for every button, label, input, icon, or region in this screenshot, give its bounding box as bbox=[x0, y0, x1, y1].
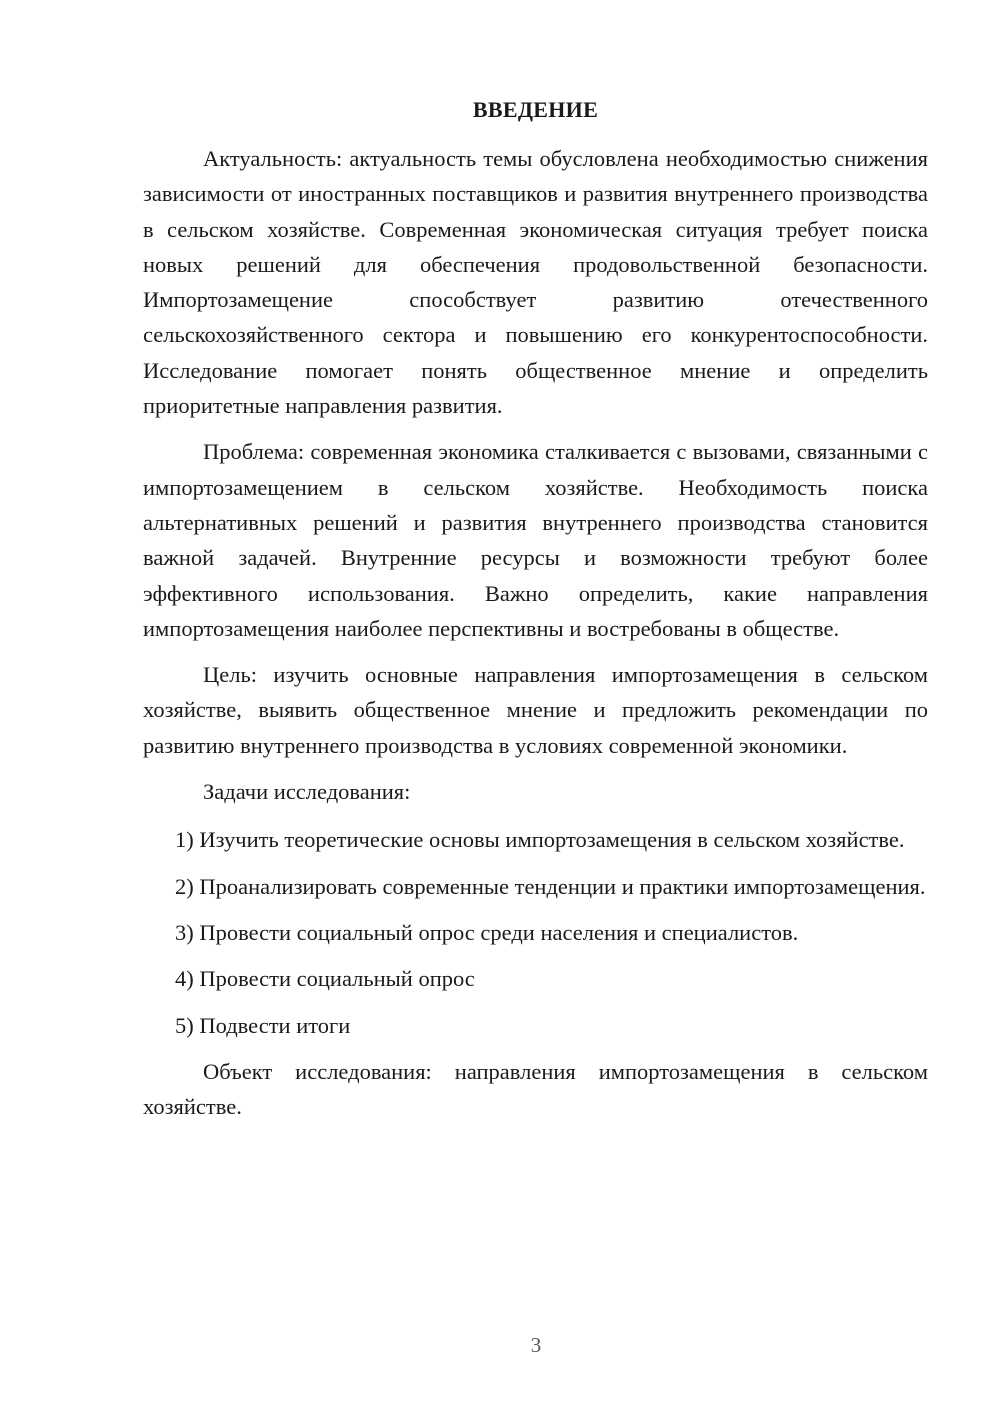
tasks-heading: Задачи исследования: bbox=[203, 779, 411, 805]
document-page bbox=[143, 92, 928, 1135]
task-item: 3) Провести социальный опрос среди населения и специалистов. bbox=[175, 919, 799, 945]
object-paragraph: Объект исследования: направления импортозамещения в сельском хозяйстве. bbox=[143, 1058, 928, 1120]
relevance-paragraph: Актуальность: актуальность темы обусловлена необходимостью снижения зависимости от иностранных поставщиков и развития внутреннего производства в сельском хозяйстве. Современная экономическая ситуация требует поиска новых решений для обеспечения продовольственной безопасности. Импортозамещение способствует развитию отечественного сельскохозяйственного сектора и повышению его конкурентоспособности. Исследование помогает понять общественное мнение и определить приоритетные направления развития. bbox=[143, 146, 928, 419]
tasks-list bbox=[143, 822, 928, 1042]
task-item: 1) Изучить теоретические основы импортозамещения в сельском хозяйстве. bbox=[175, 827, 905, 853]
goal-paragraph: Цель: изучить основные направления импортозамещения в сельском хозяйстве, выявить общественное мнение и предложить рекомендации по развитию внутреннего производства в условиях современной экономики. bbox=[143, 662, 928, 758]
problem-paragraph: Проблема: современная экономика сталкивается с вызовами, связанными с импортозамещением в сельском хозяйстве. Необходимость поиска альтернативных решений и развития внутреннего производства становится важной задачей. Внутренние ресурсы и возможности требуют более эффективного использования. Важно определить, какие направления импортозамещения наиболее перспективны и востребованы в обществе. bbox=[143, 439, 928, 641]
task-item: 5) Подвести итоги bbox=[175, 1012, 351, 1038]
task-item: 4) Провести социальный опрос bbox=[175, 966, 475, 992]
section-title: ВВЕДЕНИЕ bbox=[472, 97, 599, 122]
page-number: 3 bbox=[530, 1333, 542, 1357]
task-item: 2) Проанализировать современные тенденции и практики импортозамещения. bbox=[175, 873, 926, 899]
